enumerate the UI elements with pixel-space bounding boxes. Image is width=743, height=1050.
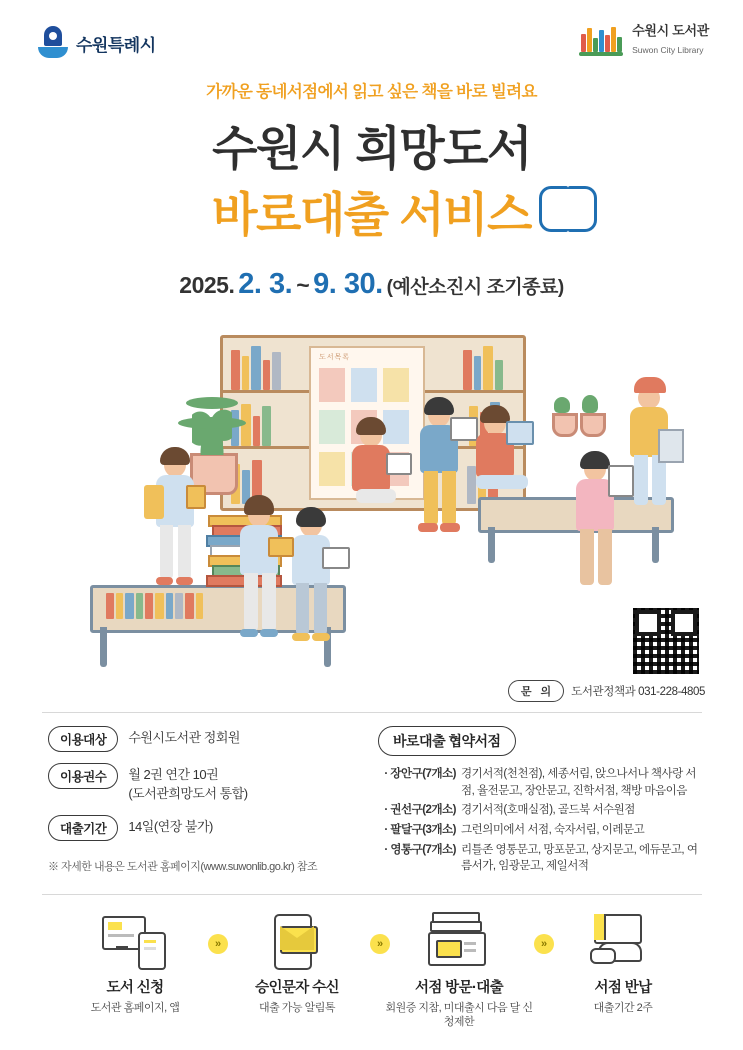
contact-text: 도서관정책과 031-228-4805 [571, 686, 705, 698]
suwon-city-logo [38, 26, 156, 60]
step-return-title: 서점 반납 [594, 980, 652, 996]
hero-title-line2 [212, 178, 531, 245]
step-approval-desc: 대출 가능 알림톡 [259, 1002, 335, 1014]
process-steps [40, 912, 704, 1032]
step-arrow-2: » [370, 934, 390, 954]
hero-title-line2-wrap [0, 178, 743, 245]
store-names-jangan: 경기서적(천천점), 세종서림, 앉으나서나 책사랑 서점, 율전문고, 장안문고, 진학서점, 책방 마음이음 [461, 768, 697, 797]
hero-tagline: 가까운 동네서점에서 읽고 싶은 책을 바로 빌려요 [206, 83, 537, 101]
contact-line [508, 680, 705, 702]
library-logo-text [632, 22, 709, 58]
books-shelf-icon [579, 24, 623, 56]
poster-header [0, 22, 743, 72]
date-end: 9. 30. [313, 268, 383, 300]
store-names-gwonseon: 경기서적(호매실점), 골드북 서수원점 [461, 804, 635, 817]
usage-row-period [48, 815, 378, 841]
usage-value-target: 수원시도서관 정회원 [128, 730, 240, 745]
date-start: 2. 3. [238, 268, 293, 300]
usage-tag-target: 이용대상 [48, 726, 118, 752]
step-approval-title: 승인문자 수신 [255, 980, 339, 996]
store-district-yeongtong: · 영통구(7개소) [370, 842, 461, 875]
store-row-paldal [370, 822, 700, 839]
library-logo-sub: Suwon City Library [632, 45, 704, 55]
suwon-library-logo [579, 22, 709, 58]
store-district-jangan: · 장안구(7개소) [370, 766, 461, 799]
usage-info [48, 726, 378, 852]
store-district-paldal: · 팔달구(3개소) [370, 822, 461, 839]
store-row-yeongtong [370, 842, 700, 875]
step-visit-borrow [384, 912, 534, 1030]
step-approval-sms [222, 912, 372, 1015]
date-note: (예산소진시 조기종료) [386, 277, 564, 298]
books-card-icon [424, 912, 494, 968]
store-row-gwonseon [370, 802, 700, 819]
bookstore-illustration [60, 325, 690, 685]
usage-row-count [48, 763, 378, 804]
city-logo-label: 수원특례시 [76, 35, 156, 55]
hero-dates [0, 268, 743, 301]
step-apply-desc: 도서관 홈페이지, 앱 [90, 1002, 180, 1014]
suwon-tower-icon [38, 26, 68, 60]
divider-bottom [42, 894, 702, 895]
step-arrow-3: » [534, 934, 554, 954]
divider-top [42, 712, 702, 713]
usage-footnote: ※ 자세한 내용은 도서관 홈페이지(www.suwonlib.go.kr) 참조 [48, 861, 318, 873]
usage-tag-count: 이용권수 [48, 763, 118, 789]
stores-title: 바로대출 협약서점 [378, 726, 516, 756]
step-return-desc: 대출기간 2주 [593, 1002, 653, 1014]
plant-pot-right1 [552, 413, 578, 437]
store-names-yeongtong: 리틀존 영통문고, 망포문고, 상지문고, 에듀문고, 여름서가, 임광문고, 제일서적 [461, 843, 698, 873]
hero-title-line2-text: 바로대출 서비스 [212, 188, 531, 241]
usage-value-count-sub: (도서관희망도서 통합) [128, 785, 248, 801]
hero-title-line1: 수원시 희망도서 [212, 122, 531, 175]
usage-value-count: 월 2권 연간 10권 [128, 767, 219, 782]
open-book-icon [539, 180, 597, 228]
usage-tag-period: 대출기간 [48, 815, 118, 841]
step-apply [60, 912, 210, 1015]
monitor-icon [100, 912, 170, 968]
return-hand-icon [588, 912, 658, 968]
mobile-message-icon [262, 912, 332, 968]
store-row-jangan [370, 766, 700, 799]
usage-row-target [48, 726, 378, 752]
step-visit-title: 서점 방문·대출 [414, 980, 504, 996]
qr-code[interactable] [633, 608, 699, 674]
usage-value-count-wrap [128, 763, 247, 804]
contact-label: 문 의 [508, 680, 564, 702]
usage-value-period: 14일(연장 불가) [128, 818, 213, 834]
step-apply-title: 도서 신청 [106, 980, 164, 996]
store-district-gwonseon: · 권선구(2개소) [370, 802, 461, 819]
step-arrow-1: » [208, 934, 228, 954]
step-return [548, 912, 698, 1015]
plant-pot-right2 [580, 413, 606, 437]
step-visit-desc: 회원증 지참, 미대출시 다음 달 신청제한 [385, 1002, 533, 1029]
date-tilde: ~ [296, 272, 310, 298]
library-logo-title: 수원시 도서관 [632, 23, 709, 38]
store-names-paldal: 그런의미에서 서점, 숙자서림, 이레문고 [461, 824, 645, 837]
bookshelf: 도서목록 [220, 335, 526, 511]
stores-info [370, 726, 700, 878]
date-year: 2025. [179, 272, 235, 298]
